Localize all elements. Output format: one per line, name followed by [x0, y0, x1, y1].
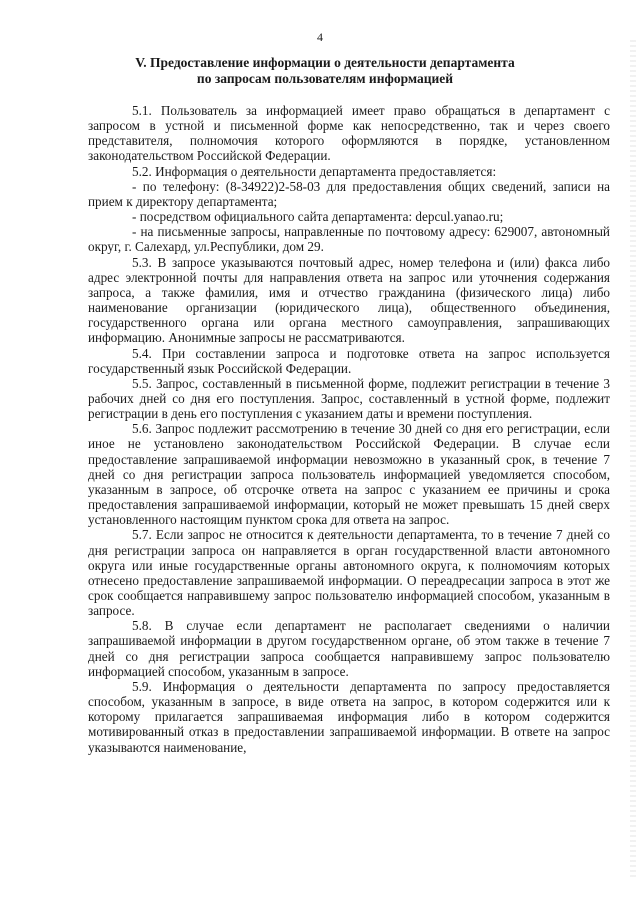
heading-line-2: по запросам пользователям информацией [196, 71, 454, 86]
section-heading [90, 55, 560, 87]
page-number: 4 [317, 30, 323, 44]
paragraph-5-6: 5.6. Запрос подлежит рассмотрению в течение 30 дней со дня его регистрации, если иное не установлено законодательством Российской Федерации. В случае если предоставление запрашиваемой информации невозможно в указанный срок, в течение 7 дней со дня регистрации запроса пользователь информацией уведомляется способом, указанным в запросе, об отсрочке ответа на запрос с указанием ее причины и срока предоставления запрашиваемой информации, который не может превышать 15 дней сверх установленного настоящим пунктом срока для ответа на запрос. [88, 421, 610, 528]
paragraph-5-1: 5.1. Пользователь за информацией имеет право обращаться в департамент с запросом в устной и письменной форме как непосредственно, так и через своего представителя, полномочия которого оформляются в порядке, установленном законодательством Российской Федерации. [88, 103, 610, 164]
paragraph-5-8: 5.8. В случае если департамент не располагает сведениями о наличии запрашиваемой информации в другом государственном органе, об этом также в течение 7 дней со дня регистрации запроса сообщается направившему запрос пользователю информацией способом, указанным в запросе. [88, 618, 610, 679]
paragraph-5-3: 5.3. В запросе указываются почтовый адрес, номер телефона и (или) факса либо адрес электронной почты для направления ответа на запрос или уточнения содержания запроса, а также фамилия, имя и отчество гражданина (физического лица) либо наименование организации (юридического лица), общественного объединения, государственного органа или органа местного самоуправления, запрашивающих информацию. Анонимные запросы не рассматриваются. [88, 254, 610, 346]
scan-edge-artifact [630, 40, 636, 880]
paragraph-5-9: 5.9. Информация о деятельности департамента по запросу предоставляется способом, указанным в запросе, в виде ответа на запрос, в котором содержится или к которому прилагается запрашиваемая информация либо в котором содержится мотивированный отказ в предоставлении запрашиваемой информации. В ответе на запрос указываются наименование, [88, 678, 610, 755]
list-item-postal: - на письменные запросы, направленные по почтовому адресу: 629007, автономный округ, г. Салехард, ул.Республики, дом 29. [88, 224, 610, 255]
heading-line-1: V. Предоставление информации о деятельности департамента [135, 55, 515, 70]
paragraph-5-7: 5.7. Если запрос не относится к деятельности департамента, то в течение 7 дней со дня регистрации запроса он направляется в орган государственной власти автономного округа или иные государственные органы автономного округа, к полномочиям которых отнесено предоставление запрашиваемой информации. О переадресации запроса в этот же срок сообщается направившему запрос пользователю информацией способом, указанным в запросе. [88, 527, 610, 619]
paragraph-5-4: 5.4. При составлении запроса и подготовке ответа на запрос используется государственный язык Российской Федерации. [88, 345, 610, 376]
paragraph-5-5: 5.5. Запрос, составленный в письменной форме, подлежит регистрации в течение 3 рабочих дней со дня его поступления. Запрос, составленный в устной форме, подлежит регистрации в день его поступления с указанием даты и времени поступления. [88, 375, 610, 422]
paragraph-5-2: 5.2. Информация о деятельности департамента предоставляется: [132, 163, 497, 179]
list-item-phone: - по телефону: (8-34922)2-58-03 для предоставления общих сведений, записи на прием к директору департамента; [88, 178, 610, 209]
document-body [88, 103, 610, 755]
list-item-website: - посредством официального сайта департамента: depcul.yanao.ru; [132, 209, 504, 225]
